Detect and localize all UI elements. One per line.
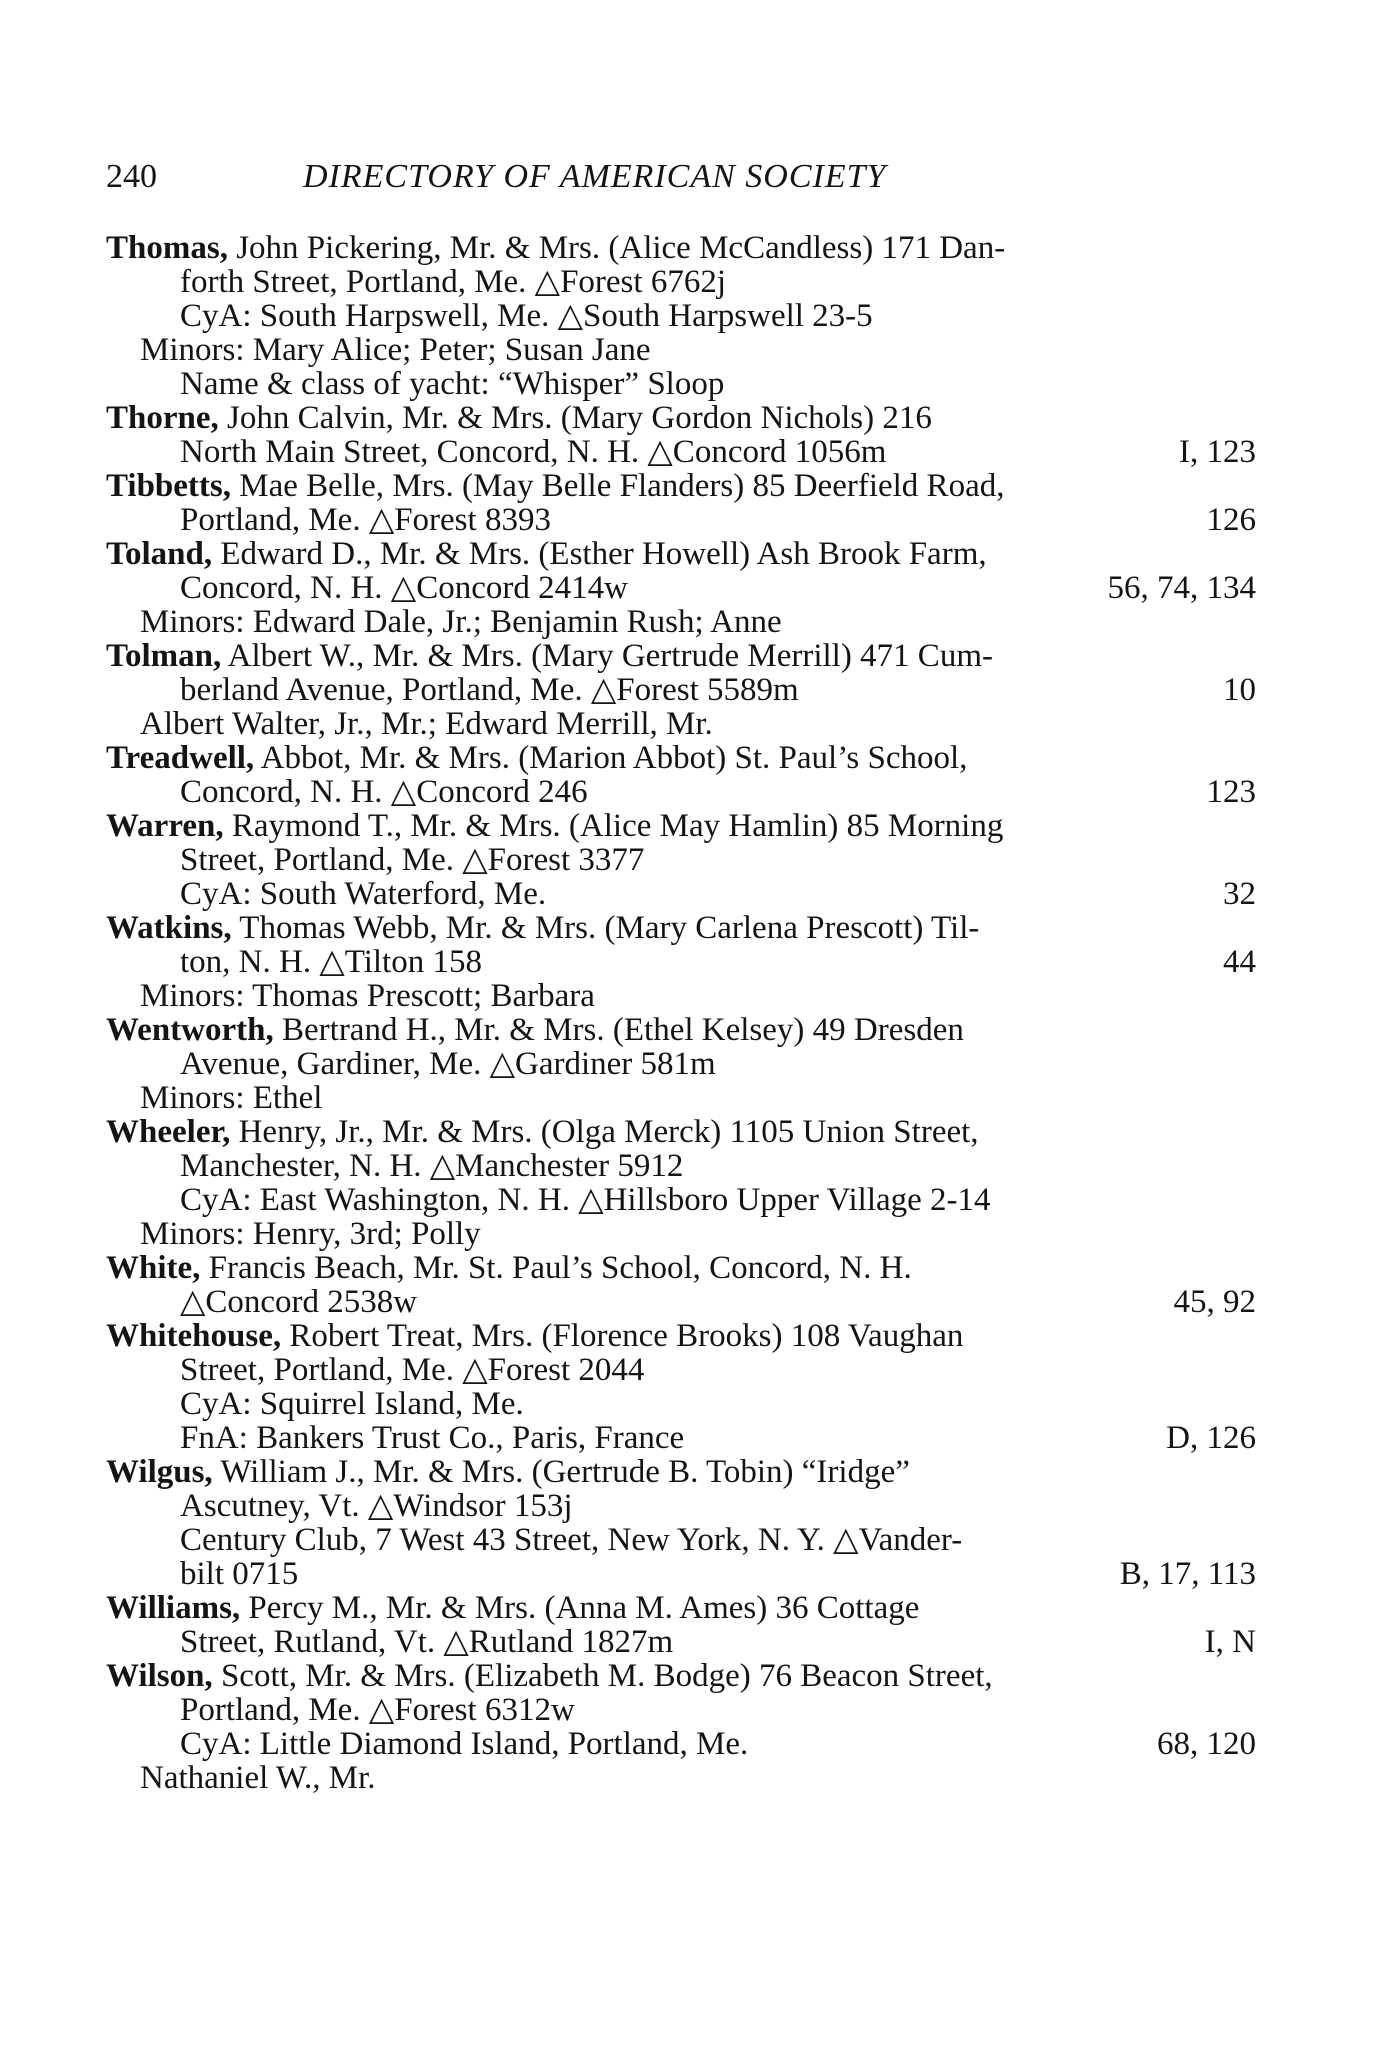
entry-line-text: Minors: Ethel	[140, 1080, 323, 1116]
entry-text	[106, 1659, 993, 1693]
entry-text	[180, 1557, 298, 1591]
entry-detail-line	[106, 503, 1256, 537]
entry-line-text: Century Club, 7 West 43 Street, New York, N. Y. △Vander-	[180, 1522, 963, 1558]
entry-heading-line	[106, 1251, 1256, 1285]
entry-line-text: Portland, Me. △Forest 6312w	[180, 1692, 575, 1728]
entry-text	[180, 265, 726, 299]
entry-text	[106, 231, 1005, 265]
directory-entry	[106, 809, 1256, 911]
entry-text	[180, 1285, 417, 1319]
entry-reference-codes: 126	[1206, 502, 1256, 538]
entry-text	[140, 605, 782, 639]
entry-heading-line	[106, 741, 1256, 775]
entry-surname: Williams,	[106, 1590, 241, 1626]
directory-entry	[106, 639, 1256, 741]
entry-text	[106, 639, 993, 673]
entry-reference-codes: 56, 74, 134	[1107, 570, 1256, 606]
entry-text	[180, 1489, 573, 1523]
entry-detail-line	[106, 333, 1256, 367]
entry-reference-codes: 10	[1223, 672, 1256, 708]
entry-detail-line	[106, 571, 1256, 605]
entry-detail-line	[106, 1489, 1256, 1523]
entry-heading-line	[106, 809, 1256, 843]
entry-detail-line	[106, 1183, 1256, 1217]
entry-text	[180, 1625, 673, 1659]
entry-text	[106, 1013, 964, 1047]
entry-line-text: Henry, Jr., Mr. & Mrs. (Olga Merck) 1105 Union Street,	[230, 1114, 979, 1150]
entry-line-text: Street, Portland, Me. △Forest 2044	[180, 1352, 645, 1388]
entry-detail-line	[106, 1149, 1256, 1183]
entry-text	[106, 1319, 963, 1353]
entry-text	[180, 775, 588, 809]
entry-heading-line	[106, 911, 1256, 945]
page-number: 240	[106, 158, 157, 195]
entry-detail-line	[106, 877, 1256, 911]
directory-entries	[106, 231, 1256, 1795]
entry-text	[140, 333, 651, 367]
entry-line-text: John Calvin, Mr. & Mrs. (Mary Gordon Nichols) 216	[218, 400, 932, 436]
entry-surname: Thomas,	[106, 230, 228, 266]
entry-detail-line	[106, 1285, 1256, 1319]
entry-line-text: berland Avenue, Portland, Me. △Forest 5589m	[180, 672, 799, 708]
entry-surname: Wheeler,	[106, 1114, 231, 1150]
entry-text	[106, 1115, 979, 1149]
entry-text	[106, 741, 967, 775]
entry-detail-line	[106, 673, 1256, 707]
entry-text	[106, 469, 1004, 503]
entry-line-text: CyA: East Washington, N. H. △Hillsboro Upper Village 2-14	[180, 1182, 991, 1218]
entry-detail-line	[106, 979, 1256, 1013]
entry-text	[180, 1353, 644, 1387]
entry-line-text: Edward D., Mr. & Mrs. (Esther Howell) Ash Brook Farm,	[212, 536, 987, 572]
entry-surname: Watkins,	[106, 910, 232, 946]
page-header	[106, 152, 1256, 202]
entry-line-text: Francis Beach, Mr. St. Paul’s School, Concord, N. H.	[200, 1250, 912, 1286]
entry-line-text: Bertrand H., Mr. & Mrs. (Ethel Kelsey) 49 Dresden	[273, 1012, 964, 1048]
entry-text	[180, 1523, 962, 1557]
directory-entry	[106, 1455, 1256, 1591]
entry-detail-line	[106, 1761, 1256, 1795]
entry-reference-codes: B, 17, 113	[1119, 1556, 1256, 1592]
running-title: DIRECTORY OF AMERICAN SOCIETY	[303, 158, 887, 195]
entry-line-text: Street, Rutland, Vt. △Rutland 1827m	[180, 1624, 674, 1660]
entry-line-text: ton, N. H. △Tilton 158	[180, 944, 482, 980]
entry-line-text: CyA: Squirrel Island, Me.	[180, 1386, 524, 1422]
entry-line-text: Minors: Henry, 3rd; Polly	[140, 1216, 481, 1252]
entry-text	[106, 809, 1003, 843]
directory-entry	[106, 231, 1256, 401]
entry-line-text: Nathaniel W., Mr.	[140, 1760, 376, 1796]
entry-text	[180, 1387, 524, 1421]
entry-surname: Warren,	[106, 808, 224, 844]
directory-entry	[106, 1115, 1256, 1251]
entry-line-text: Albert Walter, Jr., Mr.; Edward Merrill, Mr.	[140, 706, 713, 742]
entry-text	[140, 1761, 376, 1795]
entry-text	[106, 911, 979, 945]
directory-entry	[106, 1251, 1256, 1319]
entry-text	[180, 1693, 575, 1727]
entry-reference-codes: 45, 92	[1173, 1284, 1256, 1320]
entry-text	[106, 537, 987, 571]
entry-surname: Tibbetts,	[106, 468, 232, 504]
entry-surname: Whitehouse,	[106, 1318, 282, 1354]
entry-line-text: Concord, N. H. △Concord 2414w	[180, 570, 628, 606]
entry-detail-line	[106, 435, 1256, 469]
entry-line-text: Name & class of yacht: “Whisper” Sloop	[180, 366, 725, 402]
entry-detail-line	[106, 1727, 1256, 1761]
entry-reference-codes: 68, 120	[1157, 1726, 1256, 1762]
entry-text	[180, 503, 551, 537]
entry-heading-line	[106, 1319, 1256, 1353]
entry-detail-line	[106, 1421, 1256, 1455]
entry-text	[106, 1251, 912, 1285]
entry-text	[140, 1217, 481, 1251]
entry-surname: Wentworth,	[106, 1012, 274, 1048]
entry-text	[106, 401, 932, 435]
entry-line-text: Ascutney, Vt. △Windsor 153j	[180, 1488, 573, 1524]
entry-text	[180, 1421, 684, 1455]
entry-heading-line	[106, 1013, 1256, 1047]
directory-entry	[106, 741, 1256, 809]
entry-detail-line	[106, 1353, 1256, 1387]
entry-line-text: Minors: Mary Alice; Peter; Susan Jane	[140, 332, 651, 368]
entry-heading-line	[106, 469, 1256, 503]
entry-heading-line	[106, 1455, 1256, 1489]
entry-detail-line	[106, 367, 1256, 401]
entry-text	[180, 435, 886, 469]
entry-text	[180, 1047, 716, 1081]
entry-detail-line	[106, 945, 1256, 979]
entry-heading-line	[106, 1115, 1256, 1149]
entry-text	[180, 945, 482, 979]
directory-entry	[106, 1591, 1256, 1659]
entry-line-text: bilt 0715	[180, 1556, 299, 1592]
entry-reference-codes: 123	[1206, 774, 1256, 810]
entry-heading-line	[106, 401, 1256, 435]
entry-line-text: Albert W., Mr. & Mrs. (Mary Gertrude Merrill) 471 Cum-	[221, 638, 993, 674]
entry-text	[180, 673, 799, 707]
entry-line-text: Street, Portland, Me. △Forest 3377	[180, 842, 645, 878]
entry-line-text: Mae Belle, Mrs. (May Belle Flanders) 85 Deerfield Road,	[231, 468, 1005, 504]
entry-detail-line	[106, 775, 1256, 809]
entry-detail-line	[106, 1047, 1256, 1081]
entry-line-text: Percy M., Mr. & Mrs. (Anna M. Ames) 36 Cottage	[240, 1590, 920, 1626]
entry-line-text: William J., Mr. & Mrs. (Gertrude B. Tobin) “Iridge”	[212, 1454, 910, 1490]
entry-line-text: forth Street, Portland, Me. △Forest 6762j	[180, 264, 726, 300]
entry-line-text: Minors: Edward Dale, Jr.; Benjamin Rush; Anne	[140, 604, 782, 640]
entry-line-text: Minors: Thomas Prescott; Barbara	[140, 978, 595, 1014]
entry-reference-codes: I, 123	[1179, 434, 1256, 470]
entry-text	[180, 843, 644, 877]
directory-entry	[106, 1013, 1256, 1115]
entry-detail-line	[106, 707, 1256, 741]
entry-heading-line	[106, 639, 1256, 673]
entry-reference-codes: 44	[1223, 944, 1256, 980]
entry-detail-line	[106, 1387, 1256, 1421]
entry-detail-line	[106, 1625, 1256, 1659]
entry-line-text: Abbot, Mr. & Mrs. (Marion Abbot) St. Paul’s School,	[254, 740, 968, 776]
entry-detail-line	[106, 1217, 1256, 1251]
entry-line-text: Raymond T., Mr. & Mrs. (Alice May Hamlin) 85 Morning	[223, 808, 1004, 844]
entry-text	[140, 979, 595, 1013]
entry-line-text: Concord, N. H. △Concord 246	[180, 774, 588, 810]
entry-detail-line	[106, 1693, 1256, 1727]
entry-heading-line	[106, 1659, 1256, 1693]
entry-text	[180, 877, 546, 911]
entry-detail-line	[106, 843, 1256, 877]
entry-reference-codes: D, 126	[1166, 1420, 1256, 1456]
entry-text	[140, 707, 713, 741]
entry-detail-line	[106, 1523, 1256, 1557]
entry-surname: Wilson,	[106, 1658, 213, 1694]
directory-entry	[106, 401, 1256, 469]
entry-line-text: FnA: Bankers Trust Co., Paris, France	[180, 1420, 685, 1456]
entry-surname: Toland,	[106, 536, 213, 572]
directory-entry	[106, 1659, 1256, 1795]
entry-line-text: Robert Treat, Mrs. (Florence Brooks) 108 Vaughan	[281, 1318, 964, 1354]
entry-heading-line	[106, 1591, 1256, 1625]
entry-text	[180, 571, 628, 605]
entry-surname: Thorne,	[106, 400, 219, 436]
entry-detail-line	[106, 265, 1256, 299]
entry-surname: Tolman,	[106, 638, 222, 674]
directory-entry	[106, 911, 1256, 1013]
directory-entry	[106, 537, 1256, 639]
entry-detail-line	[106, 605, 1256, 639]
entry-detail-line	[106, 299, 1256, 333]
entry-line-text: CyA: South Harpswell, Me. △South Harpswell 23-5	[180, 298, 873, 334]
entry-reference-codes: 32	[1223, 876, 1256, 912]
entry-line-text: North Main Street, Concord, N. H. △Concord 1056m	[180, 434, 887, 470]
entry-text	[180, 1727, 748, 1761]
entry-line-text: Manchester, N. H. △Manchester 5912	[180, 1148, 684, 1184]
entry-text	[180, 1183, 991, 1217]
entry-detail-line	[106, 1557, 1256, 1591]
entry-line-text: Portland, Me. △Forest 8393	[180, 502, 551, 538]
entry-text	[180, 1149, 683, 1183]
entry-line-text: John Pickering, Mr. & Mrs. (Alice McCandless) 171 Dan-	[227, 230, 1006, 266]
directory-entry	[106, 469, 1256, 537]
directory-entry	[106, 1319, 1256, 1455]
entry-text	[106, 1455, 910, 1489]
entry-surname: White,	[106, 1250, 201, 1286]
entry-line-text: CyA: Little Diamond Island, Portland, Me.	[180, 1726, 749, 1762]
entry-line-text: Avenue, Gardiner, Me. △Gardiner 581m	[180, 1046, 716, 1082]
entry-detail-line	[106, 1081, 1256, 1115]
entry-text	[106, 1591, 919, 1625]
entry-line-text: Scott, Mr. & Mrs. (Elizabeth M. Bodge) 76 Beacon Street,	[212, 1658, 993, 1694]
entry-line-text: Thomas Webb, Mr. & Mrs. (Mary Carlena Prescott) Til-	[231, 910, 980, 946]
entry-text	[180, 367, 724, 401]
entry-line-text: △Concord 2538w	[180, 1284, 418, 1320]
entry-surname: Wilgus,	[106, 1454, 213, 1490]
entry-reference-codes: I, N	[1204, 1624, 1256, 1660]
entry-heading-line	[106, 231, 1256, 265]
entry-text	[180, 299, 873, 333]
entry-heading-line	[106, 537, 1256, 571]
entry-surname: Treadwell,	[106, 740, 255, 776]
entry-line-text: CyA: South Waterford, Me.	[180, 876, 547, 912]
entry-text	[140, 1081, 322, 1115]
